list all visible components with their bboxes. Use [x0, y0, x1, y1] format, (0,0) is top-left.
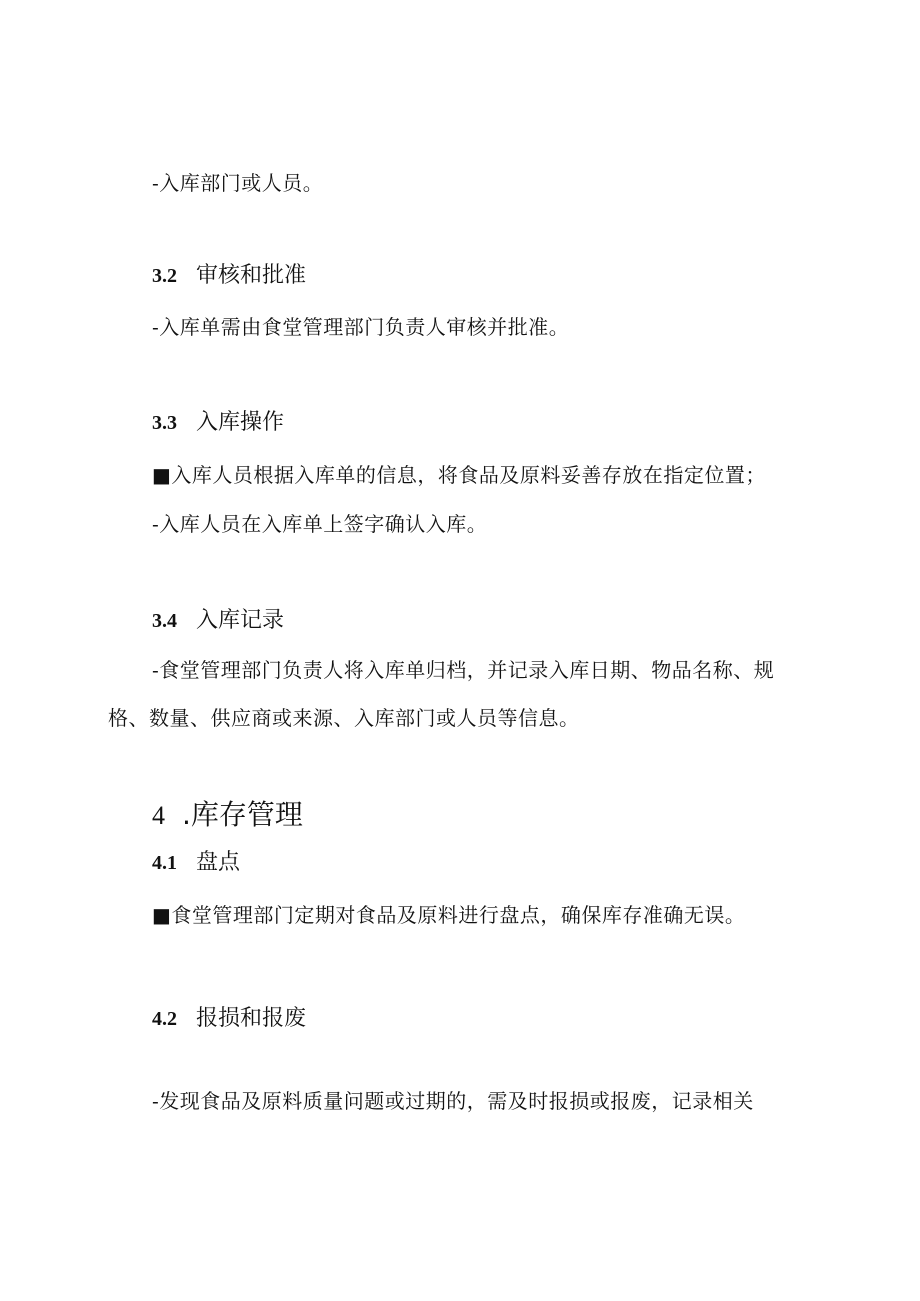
chapter-number: 4: [152, 801, 165, 830]
body-text-line: -发现食品及原料质量问题或过期的，需及时报损或报废，记录相关: [152, 1089, 754, 1113]
body-text-line: -食堂管理部门负责人将入库单归档，并记录入库日期、物品名称、规: [152, 658, 775, 682]
section-number: 4.2: [152, 1008, 177, 1030]
body-text-line: ■入库人员根据入库单的信息，将食品及原料妥善存放在指定位置；: [152, 463, 766, 487]
section-title: 报损和报废: [196, 1006, 307, 1031]
body-text-line: -入库人员在入库单上签字确认入库。: [152, 512, 488, 536]
body-text-line: ■食堂管理部门定期对食品及原料进行盘点，确保库存准确无误。: [152, 903, 746, 927]
section-number: 3.3: [152, 412, 177, 434]
body-text-line: -入库部门或人员。: [152, 171, 324, 195]
section-heading-3-4: [152, 606, 284, 636]
section-title: 盘点: [196, 850, 241, 875]
section-heading-4-2: [152, 1004, 306, 1034]
section-heading-4-1: [152, 848, 240, 878]
section-number: 4.1: [152, 852, 177, 874]
section-title: 入库操作: [196, 410, 285, 435]
chapter-heading-4: [152, 797, 303, 834]
section-title: 审核和批准: [196, 263, 307, 288]
chapter-title: .库存管理: [182, 798, 303, 831]
section-number: 3.2: [152, 265, 177, 287]
section-heading-3-2: [152, 261, 306, 291]
section-number: 3.4: [152, 610, 177, 632]
section-heading-3-3: [152, 408, 284, 438]
section-title: 入库记录: [196, 608, 285, 633]
body-text-line: -入库单需由食堂管理部门负责人审核并批准。: [152, 315, 570, 339]
body-text-line: 格、数量、供应商或来源、入库部门或人员等信息。: [108, 706, 580, 730]
